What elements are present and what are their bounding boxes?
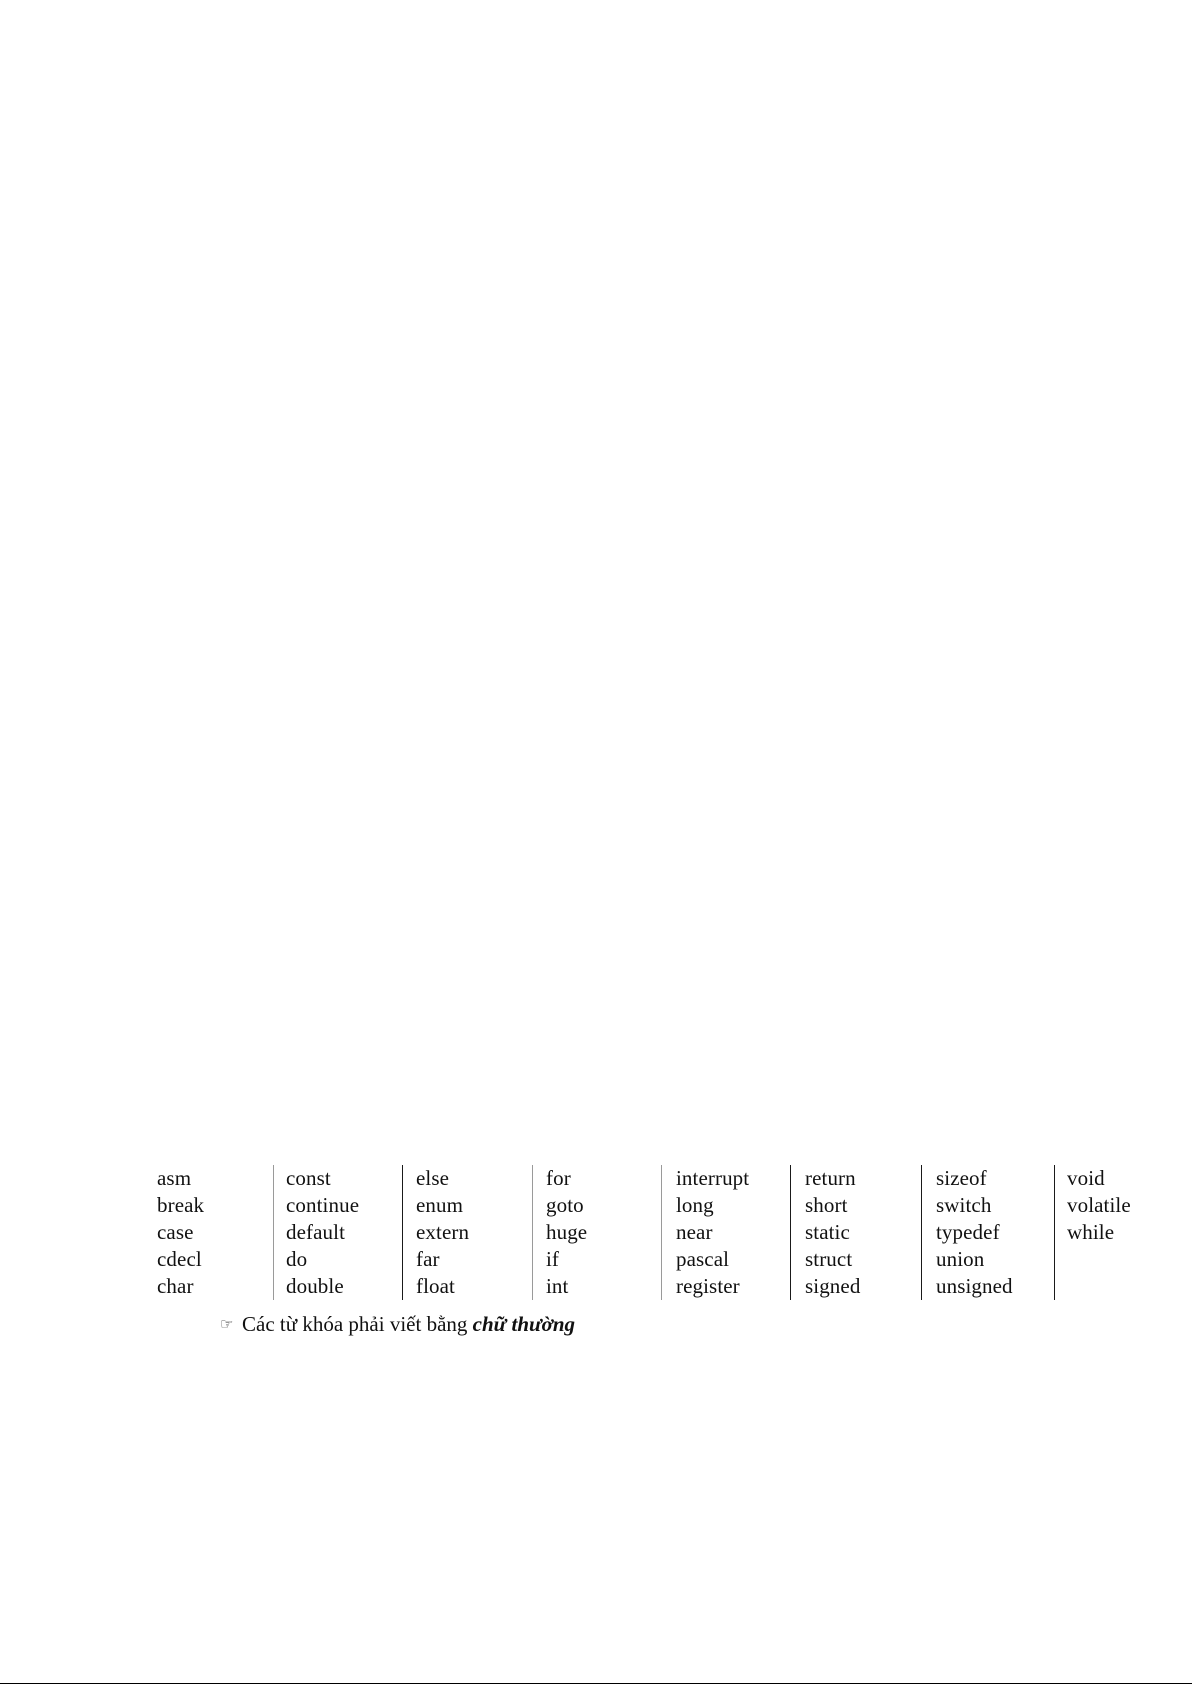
keyword: huge: [546, 1220, 588, 1244]
keyword-column-7: [922, 1165, 1055, 1300]
keyword-column-8: [1055, 1165, 1157, 1300]
keyword: switch: [936, 1193, 992, 1217]
keyword-column-1: [157, 1165, 274, 1300]
keyword: break: [157, 1193, 205, 1217]
keyword: union: [936, 1247, 985, 1271]
keyword: struct: [805, 1247, 853, 1271]
keyword: int: [546, 1274, 569, 1298]
keyword-column-6: [791, 1165, 922, 1300]
keyword: float: [416, 1274, 455, 1298]
note-text: Các từ khóa phải viết bằng: [242, 1312, 473, 1336]
keyword: do: [286, 1247, 308, 1271]
keyword: extern: [416, 1220, 470, 1244]
keyword: const: [286, 1166, 331, 1190]
note-line: [220, 1311, 575, 1339]
keyword: continue: [286, 1193, 360, 1217]
keyword: return: [805, 1166, 856, 1190]
keyword: static: [805, 1220, 850, 1244]
keyword: while: [1067, 1220, 1115, 1244]
keyword: enum: [416, 1193, 464, 1217]
keyword: if: [546, 1247, 560, 1271]
keyword: near: [676, 1220, 713, 1244]
keyword: unsigned: [936, 1274, 1013, 1298]
keyword-column-4: [533, 1165, 662, 1300]
keyword: volatile: [1067, 1193, 1131, 1217]
keyword: else: [416, 1166, 450, 1190]
keyword: case: [157, 1220, 194, 1244]
keyword: register: [676, 1274, 740, 1298]
keyword: goto: [546, 1193, 584, 1217]
keyword: asm: [157, 1166, 192, 1190]
keyword-table: [157, 1165, 1157, 1300]
keyword-column-2: [274, 1165, 403, 1300]
keyword: sizeof: [936, 1166, 987, 1190]
note-emphasis: chữ thường: [472, 1312, 576, 1336]
pointing-hand-icon: ☞: [220, 1317, 234, 1333]
keyword: for: [546, 1166, 571, 1190]
keyword: far: [416, 1247, 440, 1271]
keyword: pascal: [676, 1247, 730, 1271]
keyword: interrupt: [676, 1166, 750, 1190]
keyword: long: [676, 1193, 714, 1217]
page-bottom-rule: [0, 1683, 1192, 1684]
keyword: short: [805, 1193, 848, 1217]
keyword: default: [286, 1220, 346, 1244]
keyword: cdecl: [157, 1247, 202, 1271]
keyword: char: [157, 1274, 194, 1298]
keyword-column-5: [662, 1165, 791, 1300]
keyword: signed: [805, 1274, 861, 1298]
keyword: double: [286, 1274, 344, 1298]
keyword-column-3: [403, 1165, 533, 1300]
keyword: typedef: [936, 1220, 1000, 1244]
keyword: void: [1067, 1166, 1105, 1190]
